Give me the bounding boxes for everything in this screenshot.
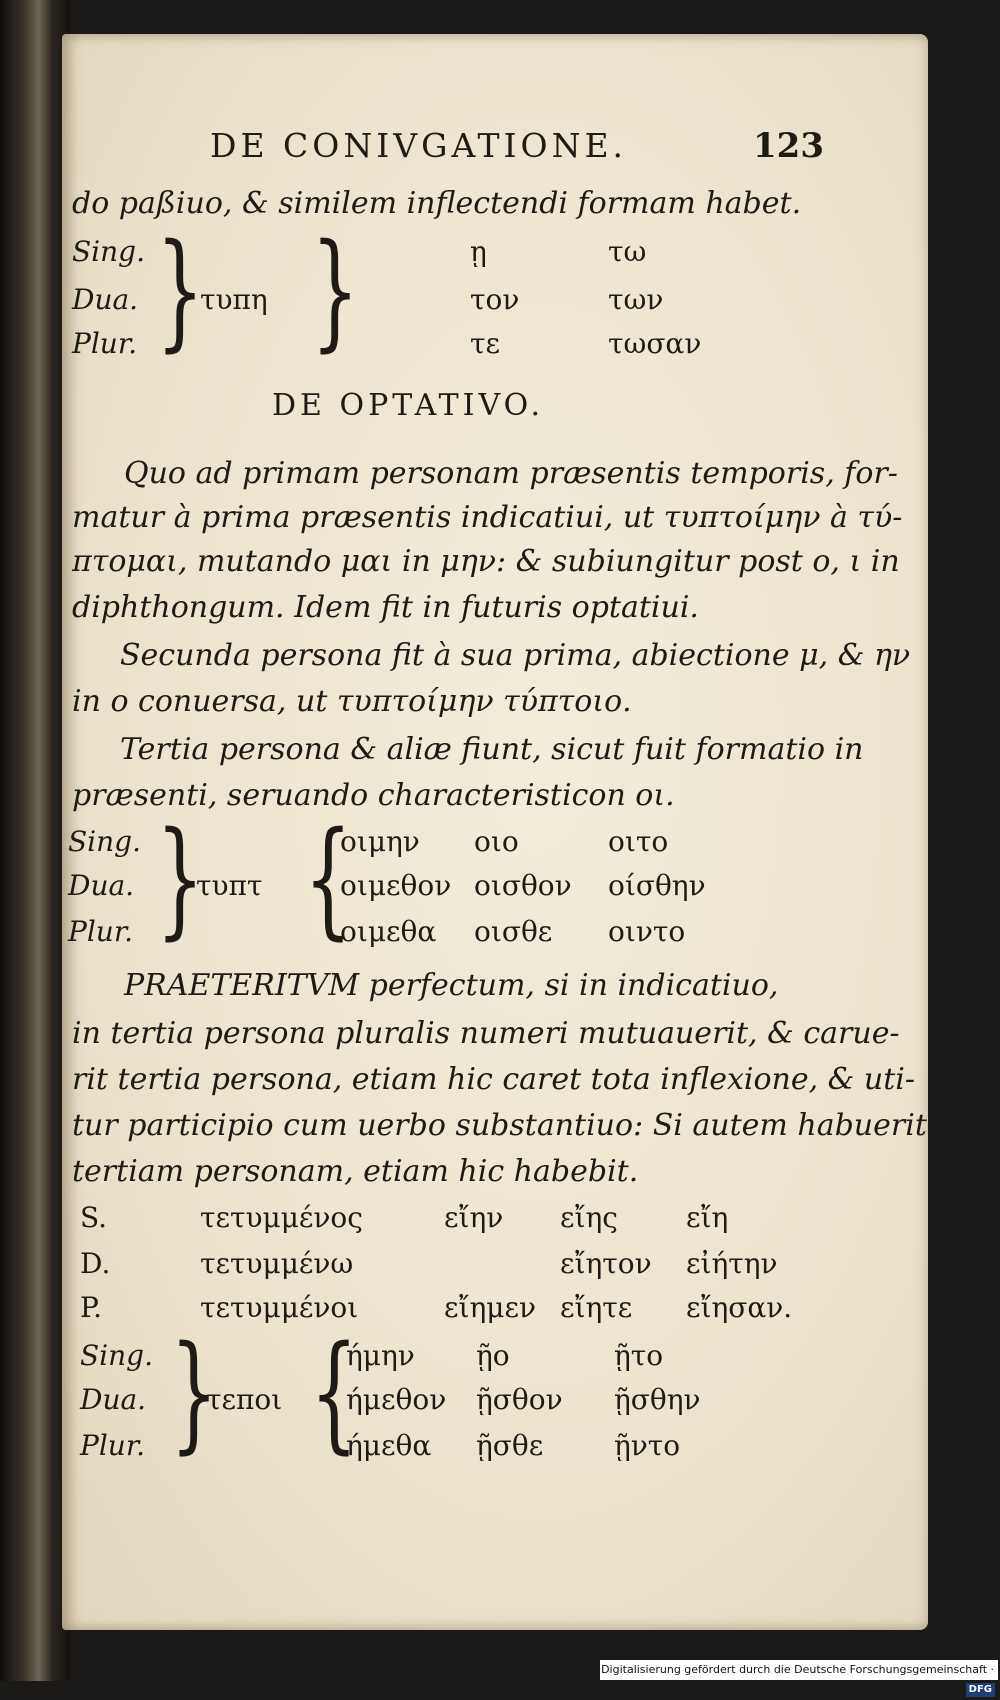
verb-form: εἴημεν <box>444 1291 536 1324</box>
ending: οιμεθα <box>340 915 437 948</box>
text-line: Secunda persona fit à sua prima, abiectione μ, & ην <box>120 638 911 673</box>
left-brace: } <box>156 805 205 952</box>
running-title: DE CONIVGATIONE. <box>210 126 628 165</box>
row-label-singular: Sing. <box>72 235 145 268</box>
ending: τον <box>470 283 520 316</box>
row-label-dual: D. <box>80 1247 111 1280</box>
right-brace: } <box>311 217 360 364</box>
ending: τε <box>470 327 500 360</box>
ending: τωσαν <box>608 327 702 360</box>
row-label-dual: Dua. <box>72 283 139 316</box>
verb-form: εἴην <box>444 1201 504 1234</box>
page-number: 123 <box>753 126 824 166</box>
row-label-singular: S. <box>80 1201 108 1234</box>
ending: οισθε <box>474 915 553 948</box>
row-label-plural: P. <box>80 1291 103 1324</box>
text-line: matur à prima præsentis indicatiui, ut τυπτοίμην à τύ- <box>72 500 903 535</box>
text-line: tur participio cum uerbo substantiuo: Si autem habuerit <box>72 1108 927 1143</box>
row-label-dual: Dua. <box>68 869 135 902</box>
text-line: PRAETERITVM perfectum, si in indicatiuo, <box>124 968 779 1003</box>
ending: των <box>608 283 664 316</box>
ending: ῃ <box>470 235 487 268</box>
row-label-plural: Plur. <box>68 915 134 948</box>
right-brace: { <box>310 1319 359 1466</box>
intro-line: do paßiuo, & similem inflectendi formam habet. <box>72 186 802 221</box>
text-line: in ο conuersa, ut τυπτοίμην τύπτοιο. <box>72 684 632 719</box>
right-brace: { <box>304 805 353 952</box>
digitization-footer <box>600 1660 998 1695</box>
verb-form: εἴης <box>560 1201 618 1234</box>
stem: τυπτ <box>196 869 263 902</box>
participle: τετυμμένοι <box>200 1291 359 1324</box>
left-brace: } <box>156 217 205 364</box>
row-label-singular: Sing. <box>80 1339 153 1372</box>
ending: οιτο <box>608 825 669 858</box>
stem: τεποι <box>206 1383 283 1416</box>
text-line: præsenti, seruando characteristicon οι. <box>72 778 675 813</box>
participle: τετυμμένος <box>200 1201 363 1234</box>
text-line: in tertia persona pluralis numeri mutuauerit, & carue- <box>72 1016 900 1051</box>
verb-form: εἰήτην <box>686 1247 778 1280</box>
participle: τετυμμένω <box>200 1247 354 1280</box>
left-brace: } <box>170 1319 219 1466</box>
footer-text: Digitalisierung gefördert durch die Deutsche Forschungsgemeinschaft · <box>601 1663 994 1676</box>
ending: οισθον <box>474 869 572 902</box>
ending: ήμεθα <box>346 1429 432 1462</box>
ending: οιο <box>474 825 519 858</box>
text-line: diphthongum. Idem fit in futuris optatiui. <box>72 590 699 625</box>
verb-form: εἴητε <box>560 1291 633 1324</box>
section-heading-optativo: DE OPTATIVO. <box>272 388 545 423</box>
ending: ῇσθην <box>614 1383 701 1416</box>
ending: ήμην <box>346 1339 415 1372</box>
ending: οιμην <box>340 825 420 858</box>
verb-form: εἴητον <box>560 1247 652 1280</box>
ending: ῇντο <box>614 1429 681 1462</box>
text-line: rit tertia persona, etiam hic caret tota inflexione, & uti- <box>72 1062 916 1097</box>
text-line: Quo ad primam personam præsentis temporis, for- <box>124 456 898 491</box>
text-line: πτομαι, mutando μαι in μην: & subiungitur post ο, ι in <box>72 544 900 579</box>
text-line: tertiam personam, etiam hic habebit. <box>72 1154 639 1189</box>
verb-form: εἴησαν. <box>686 1291 793 1324</box>
row-label-dual: Dua. <box>80 1383 147 1416</box>
text-line: Tertia persona & aliæ fiunt, sicut fuit formatio in <box>120 732 864 767</box>
ending: ῇσθον <box>476 1383 563 1416</box>
row-label-singular: Sing. <box>68 825 141 858</box>
book-spine-edge <box>0 0 70 1681</box>
dfg-logo: DFG <box>966 1683 995 1697</box>
ending: ῇσθε <box>476 1429 544 1462</box>
verb-form: εἴη <box>686 1201 729 1234</box>
ending: ῇο <box>476 1339 510 1372</box>
ending: οίσθην <box>608 869 706 902</box>
stem: τυπη <box>200 283 268 316</box>
ending: οιμεθον <box>340 869 452 902</box>
ending: ῇτο <box>614 1339 664 1372</box>
ending: ήμεθον <box>346 1383 447 1416</box>
ending: οιντο <box>608 915 686 948</box>
row-label-plural: Plur. <box>80 1429 146 1462</box>
running-head <box>150 96 850 166</box>
row-label-plural: Plur. <box>72 327 138 360</box>
ending: τω <box>608 235 647 268</box>
